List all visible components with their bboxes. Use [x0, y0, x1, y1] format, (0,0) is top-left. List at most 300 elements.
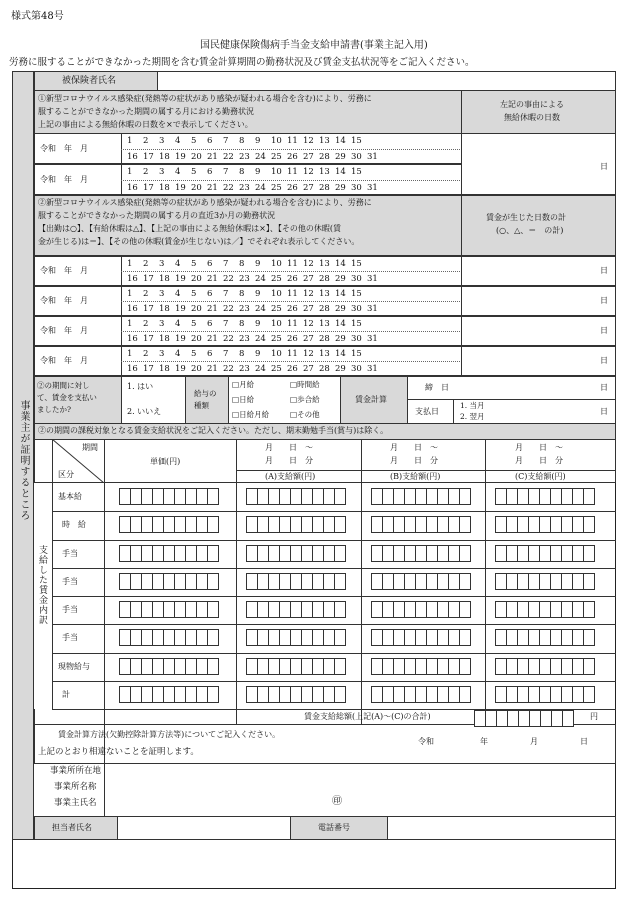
- digit-cell[interactable]: [459, 629, 471, 646]
- amount-a-cells[interactable]: [246, 601, 346, 618]
- pay-question-line1: ②の期間に対し: [37, 381, 90, 390]
- section2-total-field[interactable]: [461, 286, 616, 316]
- digit-cell[interactable]: [334, 573, 346, 590]
- day-number: 21: [207, 334, 218, 344]
- day-number: 24: [255, 182, 266, 193]
- day-number: 8: [239, 289, 245, 299]
- day-number: 12: [303, 289, 314, 299]
- amount-b-cells[interactable]: [371, 545, 471, 562]
- day-number: 11: [287, 167, 298, 177]
- day-number: 10: [271, 167, 282, 177]
- digit-cell[interactable]: [207, 573, 219, 590]
- amount-b-cells[interactable]: [371, 601, 471, 618]
- digit-cell[interactable]: [583, 686, 595, 703]
- day-number: 14: [335, 349, 346, 359]
- day-number: 26: [287, 151, 298, 162]
- day-number: 24: [255, 304, 266, 314]
- digit-cell[interactable]: [583, 573, 595, 590]
- day-number: 27: [303, 274, 314, 284]
- unit-price-cells[interactable]: [119, 488, 219, 505]
- amount-c-cells[interactable]: [495, 629, 595, 646]
- day-number: 29: [335, 182, 346, 193]
- day-number: 9: [255, 289, 261, 299]
- day-number: 2: [143, 136, 149, 146]
- total-yen: 円: [590, 712, 598, 721]
- digit-cell[interactable]: [459, 658, 471, 675]
- digit-cell[interactable]: [207, 658, 219, 675]
- section2-unit: 日: [600, 326, 608, 335]
- digit-cell[interactable]: [583, 601, 595, 618]
- day-number: 6: [207, 289, 213, 299]
- day-number: 30: [351, 334, 362, 344]
- day-number: 17: [143, 364, 154, 374]
- day-number: 14: [335, 289, 346, 299]
- digit-cell[interactable]: [207, 488, 219, 505]
- day-number: 31: [367, 151, 378, 162]
- day-number: 12: [303, 349, 314, 359]
- day-number: 26: [287, 182, 298, 193]
- digit-cell[interactable]: [207, 516, 219, 533]
- day-number: 12: [303, 259, 314, 269]
- day-number: 23: [239, 274, 250, 284]
- digit-cell[interactable]: [459, 601, 471, 618]
- digit-cell[interactable]: [334, 516, 346, 533]
- amount-b-cells[interactable]: [371, 573, 471, 590]
- day-number: 28: [319, 364, 330, 374]
- day-number: 25: [271, 334, 282, 344]
- day-number: 26: [287, 334, 298, 344]
- digit-cell[interactable]: [459, 573, 471, 590]
- day-number: 20: [191, 151, 202, 162]
- day-number: 3: [159, 289, 165, 299]
- unit-price-cells[interactable]: [119, 629, 219, 646]
- day-number: 14: [335, 136, 346, 146]
- day-number: 19: [175, 334, 186, 344]
- form-instruction: 労務に服することができなかった期間を含む賃金計算期間の勤務状況及び賃金支払状況等をご記入ください。: [9, 57, 475, 68]
- day-number: 29: [335, 274, 346, 284]
- digit-cell[interactable]: [583, 516, 595, 533]
- day-number: 15: [351, 259, 362, 269]
- section2-days-row2[interactable]: [127, 274, 383, 284]
- section2-total-field[interactable]: [461, 316, 616, 346]
- section2-days-row1[interactable]: [127, 289, 367, 299]
- section1-total-field[interactable]: [461, 133, 616, 195]
- day-number: 22: [223, 364, 234, 374]
- section1-days-row1[interactable]: [127, 167, 367, 177]
- amount-c-cells[interactable]: [495, 573, 595, 590]
- day-number: 7: [223, 259, 229, 269]
- period-label: 期間: [82, 443, 98, 452]
- section1-row-label: 令和 年 月: [40, 174, 88, 184]
- amount-b-cells[interactable]: [371, 658, 471, 675]
- day-number: 28: [319, 182, 330, 193]
- amount-a-cells[interactable]: [246, 629, 346, 646]
- day-number: 4: [175, 289, 181, 299]
- day-number: 16: [127, 334, 138, 344]
- day-number: 15: [351, 289, 362, 299]
- col-b-header: (B)支給額(円): [390, 472, 441, 481]
- digit-cell[interactable]: [334, 658, 346, 675]
- day-number: 16: [127, 182, 138, 193]
- day-number: 6: [207, 319, 213, 329]
- digit-cell[interactable]: [334, 488, 346, 505]
- day-number: 3: [159, 136, 165, 146]
- day-number: 4: [175, 319, 181, 329]
- section1-days-row1[interactable]: [127, 136, 367, 146]
- pay-question-line3: ましたか?: [37, 405, 72, 414]
- day-number: 28: [319, 304, 330, 314]
- day-number: 20: [191, 274, 202, 284]
- day-number: 29: [335, 334, 346, 344]
- day-number: 14: [335, 259, 346, 269]
- day-number: 24: [255, 151, 266, 162]
- pay-type-commission[interactable]: □歩合給: [290, 395, 320, 404]
- day-number: 4: [175, 167, 181, 177]
- day-number: 26: [287, 274, 298, 284]
- day-number: 10: [271, 289, 282, 299]
- pay-no-option[interactable]: 2. いいえ: [127, 407, 162, 416]
- day-number: 24: [255, 334, 266, 344]
- day-number: 13: [319, 167, 330, 177]
- day-number: 1: [127, 319, 133, 329]
- col-a-header: (A)支給額(円): [265, 472, 316, 481]
- section1-right-header2: 無給休暇の日数: [504, 113, 560, 122]
- day-number: 23: [239, 151, 250, 162]
- staff-name-field[interactable]: [117, 816, 291, 840]
- phone-field[interactable]: [387, 816, 616, 840]
- day-number: 7: [223, 349, 229, 359]
- section2-days-row2[interactable]: [127, 304, 383, 314]
- unit-price-cells[interactable]: [119, 601, 219, 618]
- owner-name-label: 事業主氏名: [54, 798, 97, 808]
- day-number: 1: [127, 289, 133, 299]
- date-era: 令和: [418, 737, 434, 746]
- day-number: 29: [335, 364, 346, 374]
- day-number: 14: [335, 167, 346, 177]
- day-number: 12: [303, 319, 314, 329]
- day-number: 28: [319, 274, 330, 284]
- payday-label: 支払日: [415, 407, 439, 416]
- day-number: 25: [271, 151, 282, 162]
- section2-line3: 【出勤は○】、【有給休暇は△】、【上記の事由による無給休暇は×】、【その他の休暇(賃: [38, 224, 341, 233]
- wage-row-label: 手当: [62, 633, 78, 643]
- section1-row-label: 令和 年 月: [40, 143, 88, 153]
- cutoff-label: 締 日: [425, 383, 449, 392]
- seal-mark: ㊞: [332, 796, 342, 807]
- day-number: 2: [143, 349, 149, 359]
- digit-cell[interactable]: [207, 629, 219, 646]
- day-number: 8: [239, 349, 245, 359]
- day-number: 20: [191, 304, 202, 314]
- day-number: 21: [207, 182, 218, 193]
- digit-cell[interactable]: [334, 601, 346, 618]
- amount-a-cells[interactable]: [246, 488, 346, 505]
- period-b-from: 月 日 ～: [390, 443, 438, 452]
- section2-total-field[interactable]: [461, 256, 616, 286]
- day-number: 5: [191, 349, 197, 359]
- wage-row-label: 手当: [62, 576, 78, 586]
- day-number: 13: [319, 349, 330, 359]
- date-day: 日: [580, 737, 588, 746]
- amount-a-cells[interactable]: [246, 658, 346, 675]
- day-number: 22: [223, 334, 234, 344]
- period-c-to: 月 日 分: [515, 456, 563, 465]
- day-number: 10: [271, 319, 282, 329]
- digit-cell[interactable]: [207, 686, 219, 703]
- digit-cell[interactable]: [583, 629, 595, 646]
- date-year: 年: [480, 737, 488, 746]
- section2-days-row2[interactable]: [127, 364, 383, 374]
- day-number: 13: [319, 289, 330, 299]
- day-number: 9: [255, 136, 261, 146]
- day-number: 12: [303, 136, 314, 146]
- day-number: 22: [223, 274, 234, 284]
- day-number: 25: [271, 182, 282, 193]
- day-number: 15: [351, 167, 362, 177]
- day-number: 9: [255, 167, 261, 177]
- digit-cell[interactable]: [459, 545, 471, 562]
- pay-calc-label: 賃金計算: [355, 395, 387, 404]
- day-number: 30: [351, 364, 362, 374]
- unit-price-cells[interactable]: [119, 545, 219, 562]
- wage-row-label: 計: [62, 689, 70, 699]
- day-number: 3: [159, 319, 165, 329]
- pay-type-daily[interactable]: □日給: [232, 395, 255, 404]
- day-number: 5: [191, 136, 197, 146]
- day-number: 8: [239, 167, 245, 177]
- day-number: 27: [303, 182, 314, 193]
- amount-b-cells[interactable]: [371, 629, 471, 646]
- day-number: 9: [255, 319, 261, 329]
- section1-line1: ①新型コロナウイルス感染症(発熱等の症状があり感染が疑われる場合を含む)により、労務に: [38, 94, 372, 103]
- day-number: 5: [191, 289, 197, 299]
- day-number: 5: [191, 259, 197, 269]
- day-number: 19: [175, 364, 186, 374]
- section2-days-row1[interactable]: [127, 319, 367, 329]
- total-label: 賃金支給総額(上記(A)～(C)の合計): [304, 712, 431, 721]
- day-number: 20: [191, 182, 202, 193]
- wage-row-label: 時 給: [62, 520, 86, 530]
- insured-name-label: 被保険者氏名: [62, 76, 117, 86]
- day-number: 11: [287, 349, 298, 359]
- day-number: 18: [159, 304, 170, 314]
- phone-label: 電話番号: [318, 823, 350, 832]
- unit-price-cells[interactable]: [119, 516, 219, 533]
- amount-c-cells[interactable]: [495, 545, 595, 562]
- day-number: 7: [223, 167, 229, 177]
- wage-row-label: 手当: [62, 548, 78, 558]
- day-number: 13: [319, 136, 330, 146]
- day-number: 10: [271, 136, 282, 146]
- pay-type-hourly[interactable]: □時間給: [290, 380, 320, 389]
- amount-c-cells[interactable]: [495, 658, 595, 675]
- day-number: 22: [223, 151, 234, 162]
- office-name-label: 事業所名称: [54, 782, 97, 792]
- digit-cell[interactable]: [334, 686, 346, 703]
- day-number: 19: [175, 274, 186, 284]
- section1-unit: 日: [600, 162, 608, 171]
- amount-a-cells[interactable]: [246, 516, 346, 533]
- day-number: 19: [175, 182, 186, 193]
- day-number: 7: [223, 289, 229, 299]
- digit-cell[interactable]: [583, 545, 595, 562]
- day-number: 27: [303, 334, 314, 344]
- day-number: 31: [367, 274, 378, 284]
- day-number: 6: [207, 136, 213, 146]
- day-number: 5: [191, 319, 197, 329]
- day-number: 27: [303, 151, 314, 162]
- pay-yes-option[interactable]: 1. はい: [127, 382, 154, 391]
- day-number: 21: [207, 274, 218, 284]
- amount-c-cells[interactable]: [495, 516, 595, 533]
- day-number: 4: [175, 349, 181, 359]
- day-number: 10: [271, 349, 282, 359]
- day-number: 29: [335, 151, 346, 162]
- amount-a-cells[interactable]: [246, 545, 346, 562]
- section1-days-row2[interactable]: [127, 183, 383, 193]
- digit-cell[interactable]: [334, 545, 346, 562]
- day-number: 3: [159, 349, 165, 359]
- day-number: 16: [127, 151, 138, 162]
- pay-question-line2: て、賃金を支払い: [37, 393, 97, 402]
- digit-cell[interactable]: [334, 629, 346, 646]
- payday-next-month[interactable]: 2. 翌月: [460, 412, 485, 421]
- day-number: 19: [175, 304, 186, 314]
- unit-price-header: 単価(円): [150, 457, 181, 466]
- digit-cell[interactable]: [207, 545, 219, 562]
- day-number: 18: [159, 182, 170, 193]
- day-number: 6: [207, 167, 213, 177]
- office-address-label: 事業所所在地: [50, 766, 102, 776]
- day-number: 25: [271, 304, 282, 314]
- amount-c-cells[interactable]: [495, 601, 595, 618]
- payday-unit: 日: [600, 407, 608, 416]
- pay-type-other[interactable]: □その他: [290, 410, 320, 419]
- amount-b-cells[interactable]: [371, 488, 471, 505]
- day-number: 11: [287, 136, 298, 146]
- section2-unit: 日: [600, 356, 608, 365]
- side-label: 事業主が証明するところ: [18, 400, 29, 521]
- day-number: 26: [287, 304, 298, 314]
- day-number: 14: [335, 319, 346, 329]
- section1-right-header1: 左記の事由による: [500, 100, 564, 109]
- section2-days-row1[interactable]: [127, 349, 367, 359]
- day-number: 16: [127, 304, 138, 314]
- day-number: 2: [143, 319, 149, 329]
- day-number: 11: [287, 259, 298, 269]
- section2-row-label: 令和 年 月: [40, 326, 88, 335]
- wage-row-label: 現物給与: [58, 661, 90, 671]
- pay-type-daily-monthly[interactable]: □日給月給: [232, 410, 270, 419]
- day-number: 1: [127, 349, 133, 359]
- total-amount-cells[interactable]: [474, 710, 574, 727]
- day-number: 17: [143, 304, 154, 314]
- digit-cell[interactable]: [583, 658, 595, 675]
- pay-type-monthly[interactable]: □月給: [232, 380, 255, 389]
- day-number: 28: [319, 334, 330, 344]
- unit-price-cells[interactable]: [119, 573, 219, 590]
- day-number: 25: [271, 274, 282, 284]
- pay-type-label2: 種類: [194, 401, 209, 410]
- day-number: 23: [239, 334, 250, 344]
- section3-header: ②の期間の課税対象となる賃金支給状況をご記入ください。ただし、期末勤勉手当(賞与)は除く。: [38, 426, 389, 435]
- section2-line4: 金が生じる)は＝】、【その他の休暇(賃金が生じない)は／】でそれぞれ表示してください。: [38, 237, 360, 246]
- digit-cell[interactable]: [562, 710, 574, 727]
- day-number: 17: [143, 182, 154, 193]
- day-number: 24: [255, 364, 266, 374]
- amount-a-cells[interactable]: [246, 573, 346, 590]
- section2-days-row1[interactable]: [127, 259, 367, 269]
- digit-cell[interactable]: [207, 601, 219, 618]
- date-month: 月: [530, 737, 538, 746]
- digit-cell[interactable]: [583, 488, 595, 505]
- day-number: 21: [207, 364, 218, 374]
- day-number: 9: [255, 349, 261, 359]
- certify-statement: 上記のとおり相違ないことを証明します。: [38, 747, 199, 757]
- payday-this-month[interactable]: 1. 当月: [460, 401, 485, 410]
- col-c-header: (C)支給額(円): [515, 472, 566, 481]
- day-number: 4: [175, 136, 181, 146]
- day-number: 18: [159, 151, 170, 162]
- digit-cell[interactable]: [459, 686, 471, 703]
- section1-line3: 上記の事由による無給休暇の日数を×で表示してください。: [38, 120, 253, 129]
- period-b-to: 月 日 分: [390, 456, 438, 465]
- day-number: 18: [159, 334, 170, 344]
- section2-line2: 服することができなかった期間の属する月の直近3か月の勤務状況: [38, 211, 276, 220]
- section1-days-row2[interactable]: [127, 152, 383, 162]
- unit-price-cells[interactable]: [119, 658, 219, 675]
- day-number: 13: [319, 259, 330, 269]
- day-number: 9: [255, 259, 261, 269]
- section2-row-label: 令和 年 月: [40, 296, 88, 305]
- day-number: 13: [319, 319, 330, 329]
- section2-total-field[interactable]: [461, 346, 616, 376]
- amount-a-cells[interactable]: [246, 686, 346, 703]
- day-number: 29: [335, 304, 346, 314]
- digit-cell[interactable]: [459, 516, 471, 533]
- amount-b-cells[interactable]: [371, 516, 471, 533]
- day-number: 23: [239, 364, 250, 374]
- day-number: 8: [239, 136, 245, 146]
- day-number: 7: [223, 136, 229, 146]
- period-c-from: 月 日 ～: [515, 443, 563, 452]
- section2-days-row2[interactable]: [127, 334, 383, 344]
- day-number: 31: [367, 364, 378, 374]
- digit-cell[interactable]: [459, 488, 471, 505]
- category-label: 区分: [58, 470, 74, 479]
- wage-row-label: 手当: [62, 605, 78, 614]
- day-number: 30: [351, 274, 362, 284]
- day-number: 18: [159, 274, 170, 284]
- calc-method-label: 賃金計算方法(欠勤控除計算方法等)についてご記入ください。: [58, 730, 281, 739]
- day-number: 1: [127, 167, 133, 177]
- day-number: 15: [351, 349, 362, 359]
- day-number: 26: [287, 364, 298, 374]
- unit-price-cells[interactable]: [119, 686, 219, 703]
- amount-b-cells[interactable]: [371, 686, 471, 703]
- insured-name-field[interactable]: [157, 71, 616, 91]
- day-number: 16: [127, 364, 138, 374]
- day-number: 6: [207, 259, 213, 269]
- section2-unit: 日: [600, 296, 608, 305]
- day-number: 4: [175, 259, 181, 269]
- day-number: 1: [127, 136, 133, 146]
- amount-c-cells[interactable]: [495, 488, 595, 505]
- period-a-to: 月 日 分: [265, 456, 313, 465]
- day-number: 30: [351, 304, 362, 314]
- amount-c-cells[interactable]: [495, 686, 595, 703]
- day-number: 1: [127, 259, 133, 269]
